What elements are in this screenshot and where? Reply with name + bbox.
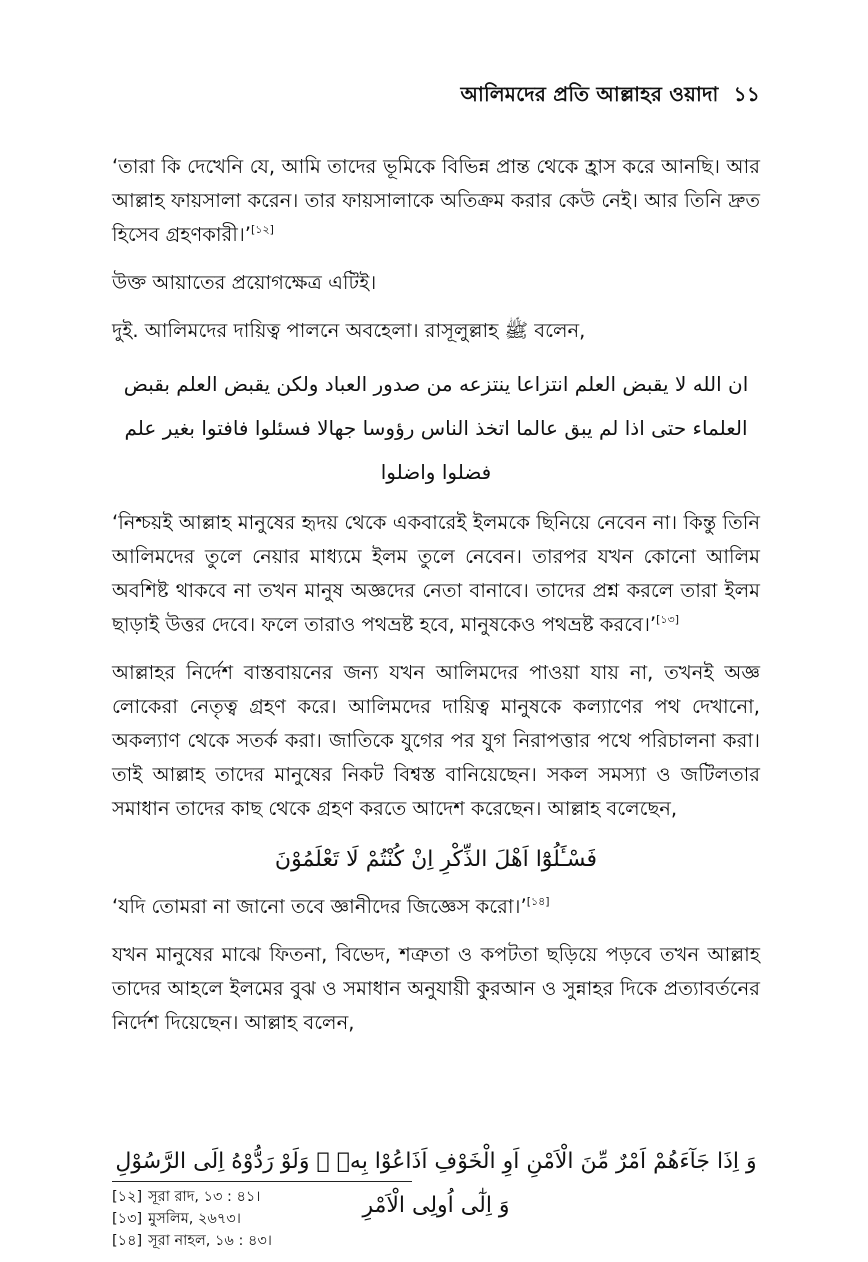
verse-arabic-2: وَ اِذَا جَآءَهُمْ اَمْرٌ مِّنَ الْاَمْنِ اَوِ الْخَوْفِ اَذَاعُوْا بِهٖ ۚ وَلَوْ رَدُّوْهُ اِلَى الرَّسُوْلِ وَ اِلٰٓى اُولِى الْاَمْرِ bbox=[115, 1149, 757, 1218]
paragraph-quote-1: ‘তারা কি দেখেনি যে, আমি তাদের ভূমিকে বিভিন্ন প্রান্ত থেকে হ্রাস করে আনছি। আর আল্লাহ ফায়সালা করেন। তার ফায়সালাকে অতিক্রম করার কেউ নেই। আর তিনি দ্রুত হিসেব গ্রহণকারী।’[১২] bbox=[112, 155, 760, 246]
footnote-item bbox=[112, 1208, 272, 1230]
paragraph-2: উক্ত আয়াতের প্রয়োগক্ষেত্র এটিই। bbox=[112, 271, 377, 294]
footnote-item bbox=[112, 1186, 272, 1208]
paragraph-5: আল্লাহর নির্দেশ বাস্তবায়নের জন্য যখন আলিমদের পাওয়া যায় না, তখনই অজ্ঞ লোকেরা নেতৃত্ব গ্রহণ করে। আলিমদের দায়িত্ব মানুষকে কল্যাণের পথ দেখানো, অকল্যাণ থেকে সতর্ক করা। জাতিকে যুগের পর যুগ নিরাপত্তার পথে পরিচালনা করা। তাই আল্লাহ তাদের মানুষের নিকট বিশ্বস্ত বানিয়েছেন। সকল সমস্যা ও জটিলতার সমাধান তাদের কাছ থেকে গ্রহণ করতে আদেশ করেছেন। আল্লাহ বলেছেন, bbox=[112, 661, 760, 820]
paragraph-7: যখন মানুষের মাঝে ফিতনা, বিভেদ, শত্রুতা ও কপটতা ছড়িয়ে পড়বে তখন আল্লাহ তাদের আহলে ইলমের বুঝ ও সমাধান অনুযায়ী কুরআন ও সুন্নাহর দিকে প্রত্যাবর্তনের নির্দেশ দিয়েছেন। আল্লাহ বলেন, bbox=[112, 943, 760, 1034]
footnote-ref-14[interactable]: [১৪] bbox=[526, 895, 550, 908]
paragraph-quote-3: ‘যদি তোমরা না জানো তবে জ্ঞানীদের জিজ্ঞেস করো।’[১৪] bbox=[112, 895, 550, 918]
page-body bbox=[112, 150, 760, 1054]
footnote-ref-13[interactable]: [১৩] bbox=[656, 613, 679, 626]
verse-arabic-1: فَسْـَٔلُوْٓا اَهْلَ الذِّكْرِ اِنْ كُنْتُمْ لَا تَعْلَمُوْنَ bbox=[274, 847, 598, 872]
footnote-text: সূরা নাহল, ১৬ : ৪৩। bbox=[148, 1233, 272, 1249]
footnote-ref-12[interactable]: [১২] bbox=[251, 223, 274, 236]
footnote-mark: [১৩] bbox=[112, 1211, 143, 1227]
paragraph-3: দুই. আলিমদের দায়িত্ব পালনে অবহেলা। রাসূলুল্লাহ ﷺ বলেন, bbox=[112, 319, 586, 342]
footnote-mark: [১২] bbox=[112, 1189, 143, 1205]
footnote-mark: [১৪] bbox=[112, 1233, 143, 1249]
footnote-divider bbox=[112, 1181, 412, 1182]
footnote-text: মুসলিম, ২৬৭৩। bbox=[148, 1211, 241, 1227]
running-title: আলিমদের প্রতি আল্লাহর ওয়াদা bbox=[460, 82, 719, 106]
footnote-item bbox=[112, 1230, 272, 1252]
paragraph-quote-2: ‘নিশ্চয়ই আল্লাহ মানুষের হৃদয় থেকে একবারেই ইলমকে ছিনিয়ে নেবেন না। কিন্তু তিনি আলিমদের তুলে নেয়ার মাধ্যমে ইলম তুলে নেবেন। তারপর যখন কোনো আলিম অবশিষ্ট থাকবে না তখন মানুষ অজ্ঞদের নেতা বানাবে। তাদের প্রশ্ন করলে তারা ইলম ছাড়াই উত্তর দেবে। ফলে তারাও পথভ্রষ্ট হবে, মানুষকেও পথভ্রষ্ট করবে।’[১৩] bbox=[112, 511, 760, 636]
footnote-text: সূরা রাদ, ১৩ : ৪১। bbox=[148, 1189, 261, 1205]
running-header bbox=[460, 80, 760, 113]
hadith-arabic-text: ان الله لا يقبض العلم انتزاعا ينتزعه من صدور العباد ولكن يقبض العلم بقبض العلماء حتى اذا لم يبق عالما اتخذ الناس رؤوسا جهالا فسئلوا فافتوا بغير علم فضلوا واضلوا bbox=[123, 372, 749, 484]
page-number: ১১ bbox=[733, 82, 760, 106]
footnotes bbox=[112, 1186, 272, 1252]
